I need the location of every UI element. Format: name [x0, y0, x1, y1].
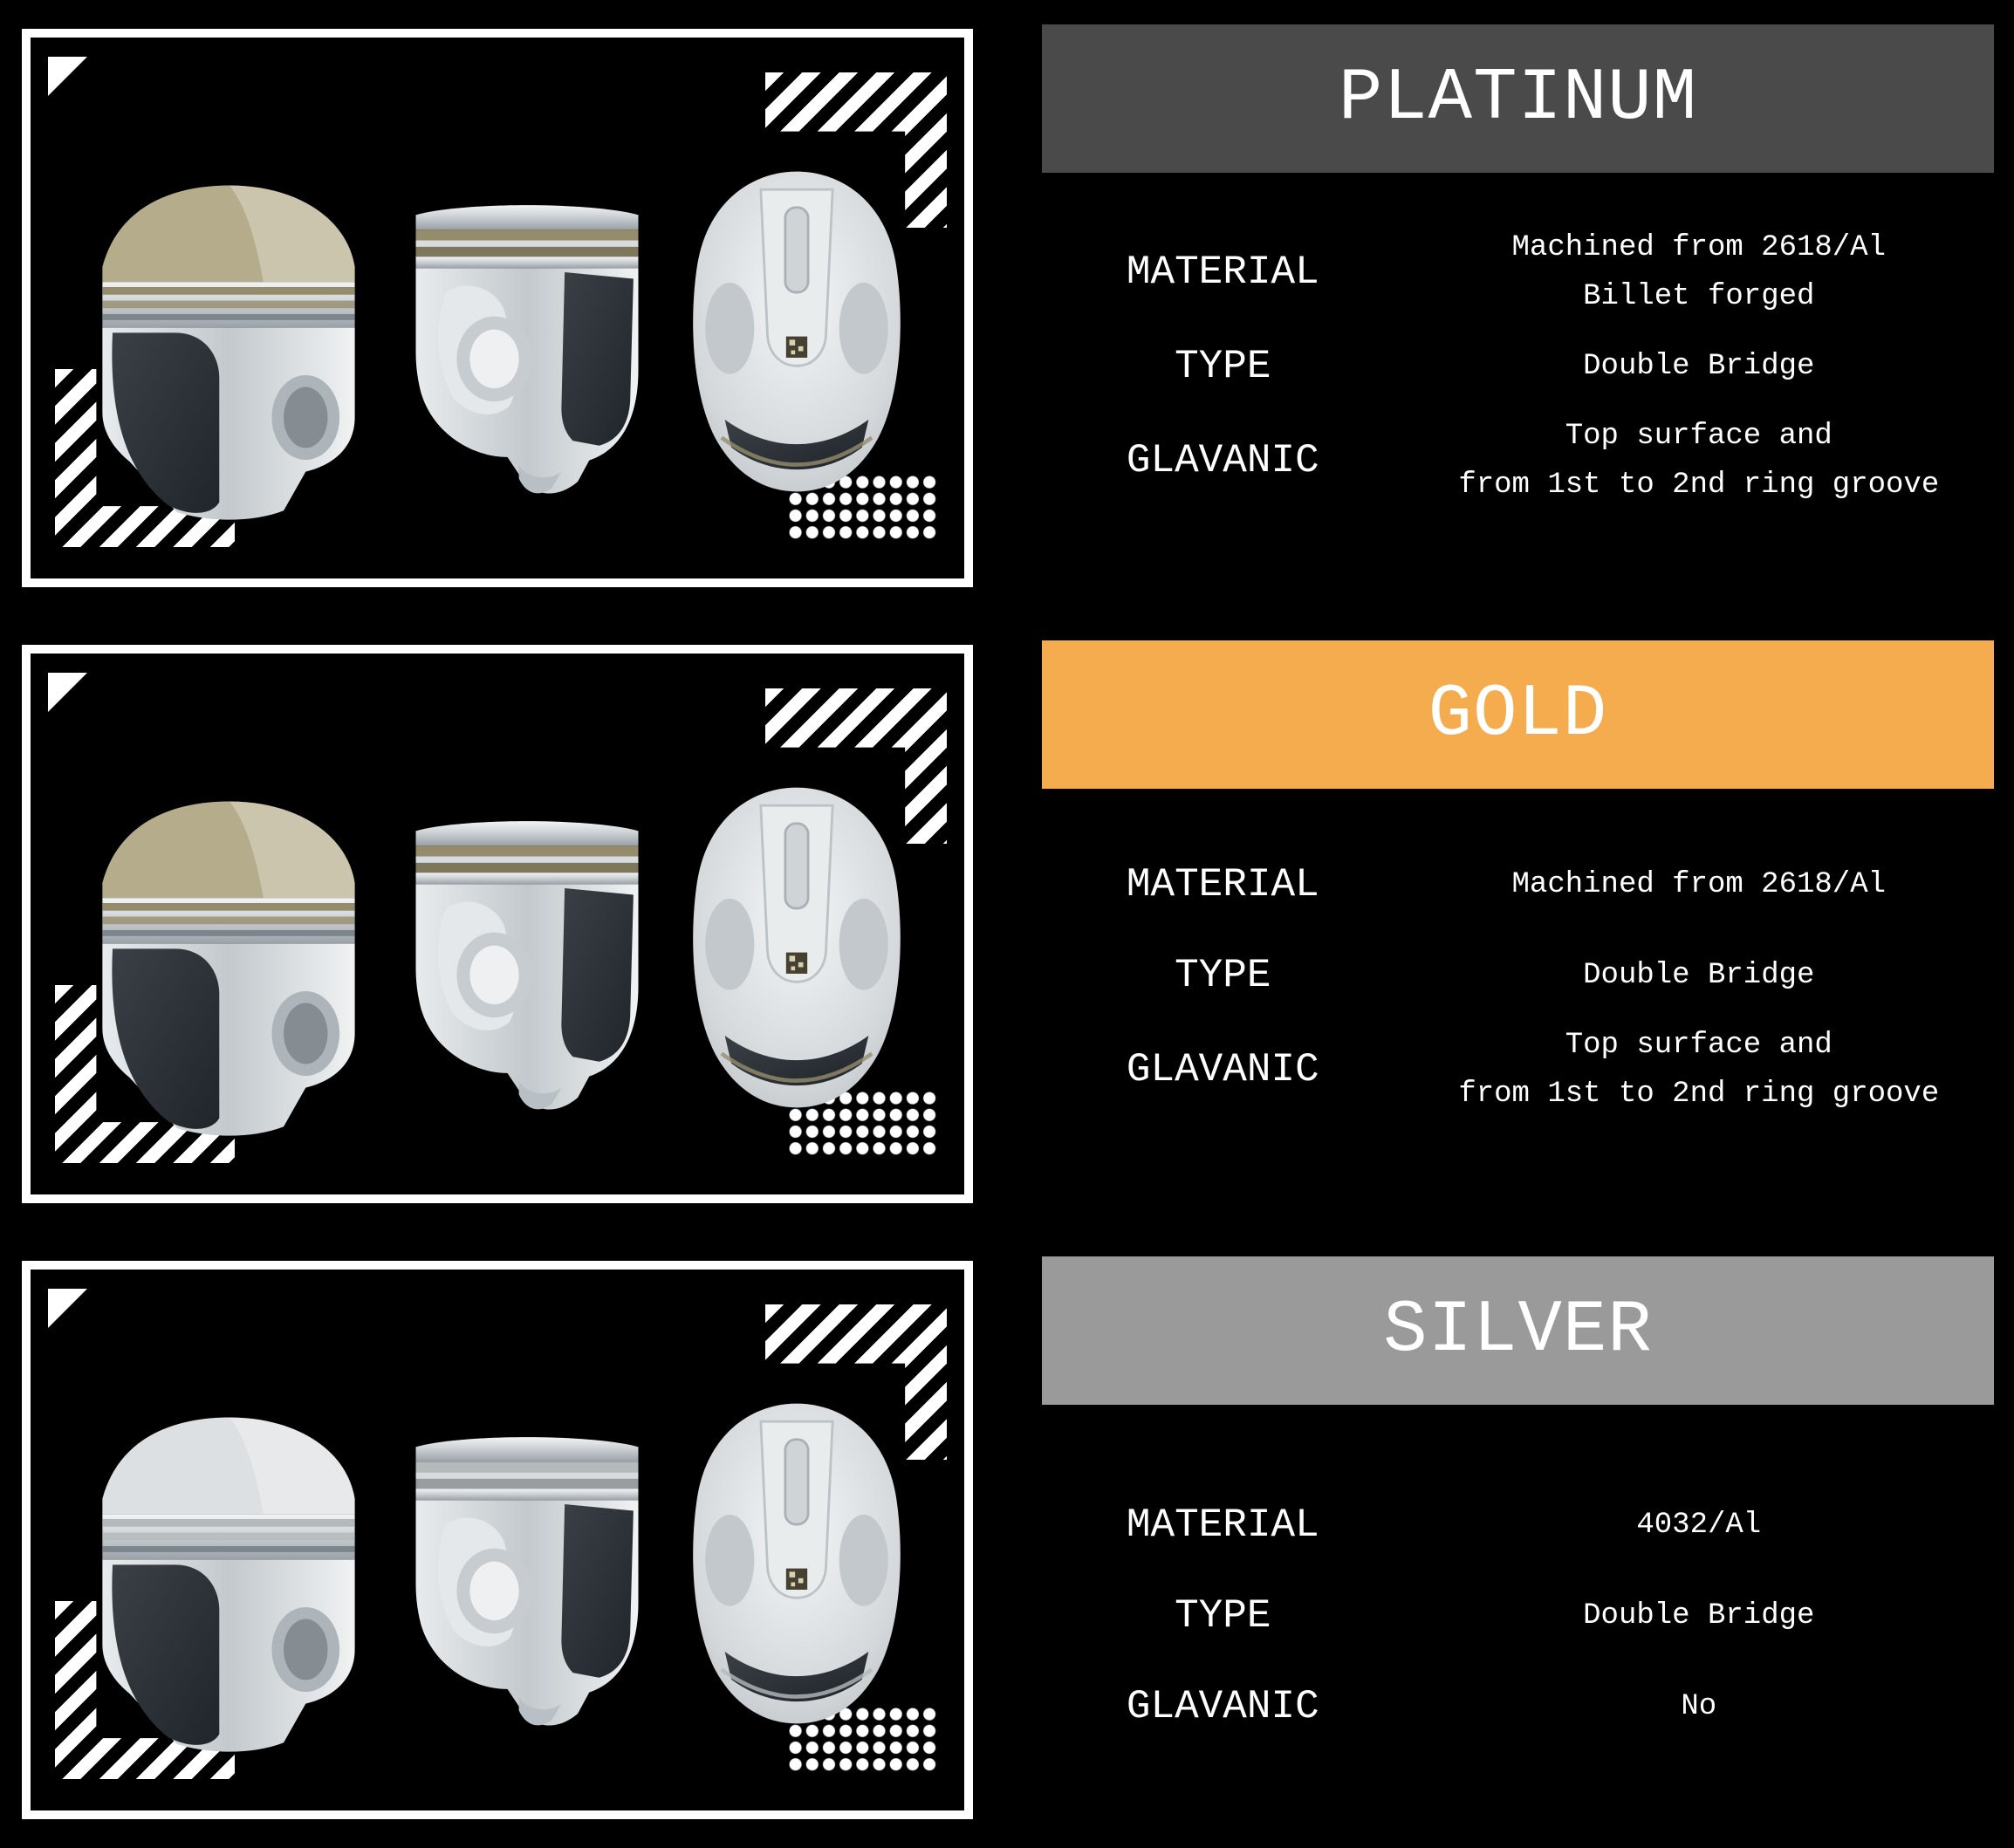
spec-label-glavanic: GLAVANIC — [1126, 1684, 1319, 1729]
spec-label-type: TYPE — [1175, 344, 1271, 389]
spec-label-type: TYPE — [1175, 1593, 1271, 1639]
tier-header-silver — [1042, 1256, 1994, 1405]
spec-label-material: MATERIAL — [1126, 862, 1319, 907]
piston-side-view-photo — [84, 1399, 372, 1755]
spec-value-glavanic — [1404, 412, 1994, 510]
spec-row-material — [1042, 1480, 1994, 1571]
spec-row-material — [1042, 223, 1994, 321]
spec-label-material: MATERIAL — [1126, 1502, 1319, 1548]
piston-side-view-photo — [84, 167, 372, 523]
gold-photo-panel — [22, 645, 973, 1203]
spec-value-line: Top surface and — [1565, 420, 1832, 453]
spec-row-glavanic — [1042, 1661, 1994, 1752]
spec-value-line: from 1st to 2nd ring groove — [1458, 1078, 1940, 1111]
spec-value-line: Double Bridge — [1583, 1599, 1815, 1632]
tier-header-platinum — [1042, 24, 1994, 173]
piston-top-view-photo — [682, 756, 911, 1140]
tier-row-silver — [0, 1232, 2014, 1848]
tier-title: GOLD — [1428, 673, 1608, 756]
piston-front-view-photo — [396, 803, 658, 1131]
platinum-photo-panel — [22, 29, 973, 587]
spec-value-type — [1404, 1591, 1994, 1640]
spec-row-material — [1042, 839, 1994, 930]
piston-side-view-photo — [84, 783, 372, 1139]
tier-title: PLATINUM — [1338, 57, 1698, 140]
silver-info — [973, 1232, 2014, 1848]
spec-label-material: MATERIAL — [1126, 250, 1319, 295]
piston-top-view-photo — [682, 1372, 911, 1756]
spec-table — [1042, 1480, 1994, 1752]
spec-row-glavanic — [1042, 1021, 1994, 1119]
spec-value-glavanic — [1404, 1682, 1994, 1731]
spec-value-line: Machined from 2618/Al — [1511, 868, 1887, 901]
spec-value-type — [1404, 951, 1994, 1000]
spec-value-type — [1404, 342, 1994, 391]
spec-label-glavanic: GLAVANIC — [1126, 1047, 1319, 1092]
spec-value-glavanic — [1404, 1021, 1994, 1119]
spec-row-type — [1042, 1571, 1994, 1661]
spec-value-line: No — [1681, 1690, 1717, 1723]
spec-value-line: 4032/Al — [1636, 1509, 1762, 1542]
spec-value-line: Double Bridge — [1583, 959, 1815, 992]
platinum-info — [973, 0, 2014, 616]
spec-value-line: Machined from 2618/Al — [1511, 231, 1887, 264]
spec-table — [1042, 839, 1994, 1119]
spec-value-line: Billet forged — [1583, 280, 1815, 313]
piston-photo-group — [31, 38, 964, 578]
piston-photo-group — [31, 654, 964, 1194]
piston-top-view-photo — [682, 140, 911, 524]
piston-photo-group — [31, 1270, 964, 1810]
piston-front-view-photo — [396, 1419, 658, 1747]
tier-row-platinum — [0, 0, 2014, 616]
tier-header-gold — [1042, 640, 1994, 789]
gold-info — [973, 616, 2014, 1232]
tier-title: SILVER — [1383, 1289, 1653, 1372]
spec-value-line: Double Bridge — [1583, 350, 1815, 383]
spec-row-glavanic — [1042, 412, 1994, 510]
silver-photo-panel — [22, 1261, 973, 1819]
spec-label-glavanic: GLAVANIC — [1126, 438, 1319, 483]
tier-row-gold — [0, 616, 2014, 1232]
spec-value-material — [1404, 223, 1994, 321]
spec-value-material — [1404, 1501, 1994, 1550]
spec-row-type — [1042, 321, 1994, 412]
spec-table — [1042, 223, 1994, 510]
spec-value-material — [1404, 860, 1994, 909]
piston-front-view-photo — [396, 187, 658, 515]
spec-value-line: Top surface and — [1565, 1029, 1832, 1062]
spec-value-line: from 1st to 2nd ring groove — [1458, 469, 1940, 502]
spec-label-type: TYPE — [1175, 953, 1271, 998]
spec-row-type — [1042, 930, 1994, 1021]
